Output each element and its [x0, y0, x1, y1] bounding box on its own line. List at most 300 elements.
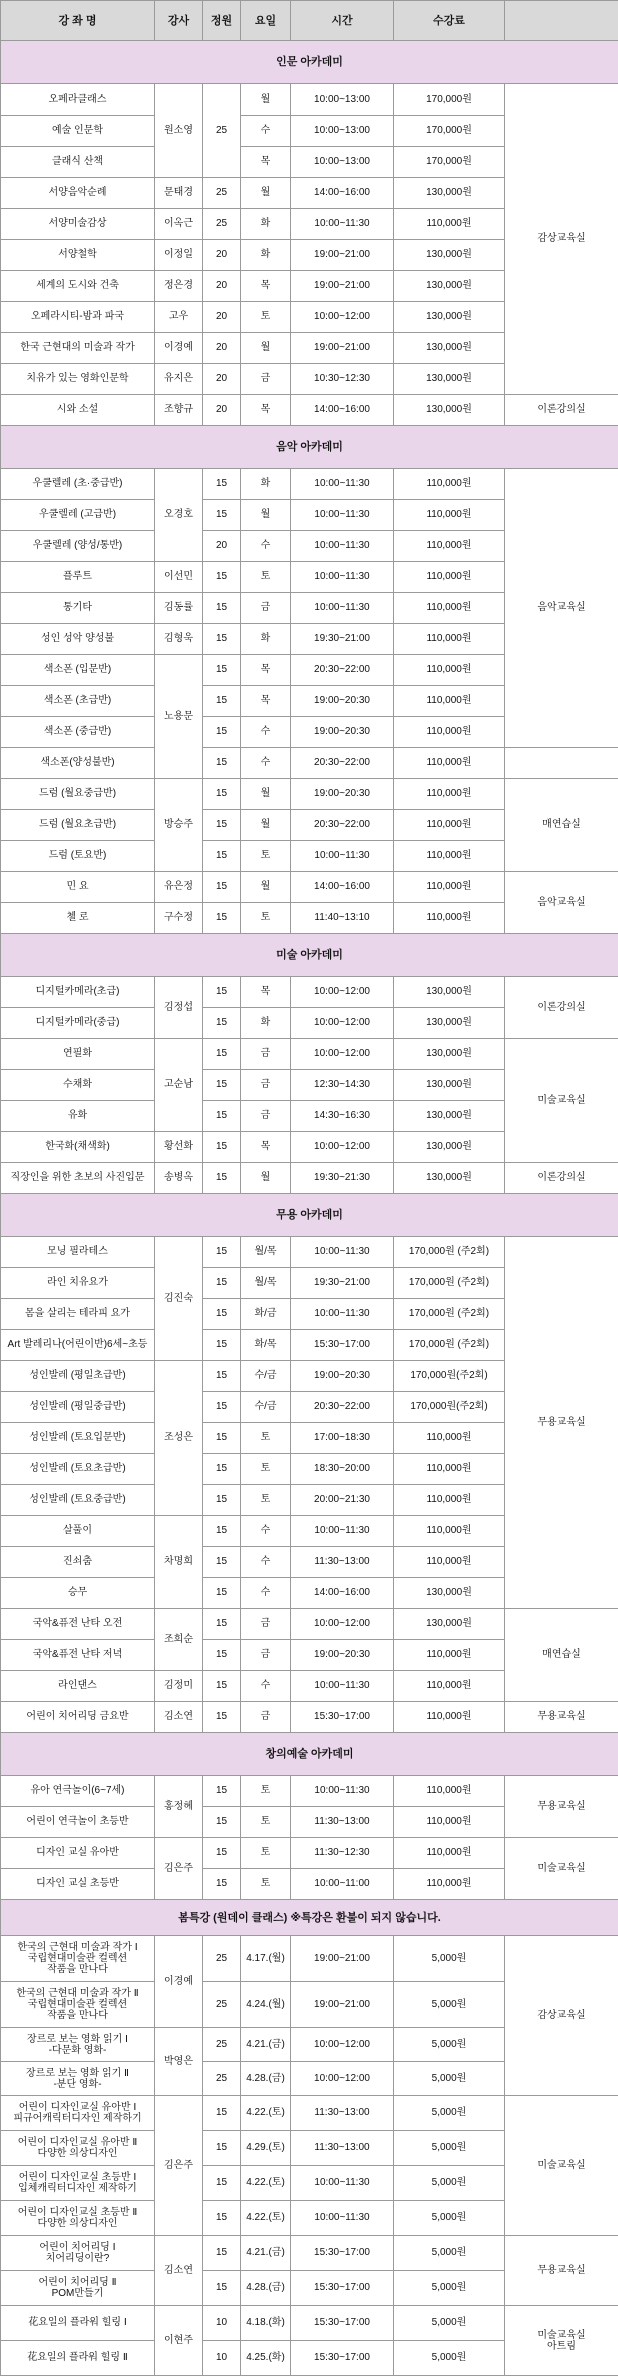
table-cell: 11:30~13:00: [291, 1547, 394, 1578]
table-cell: 25: [203, 209, 241, 240]
table-cell: 110,000원: [394, 531, 505, 562]
table-cell: 5,000원: [394, 2201, 505, 2236]
table-cell: 10:00~11:30: [291, 469, 394, 500]
table-cell: 15: [203, 1671, 241, 1702]
table-cell: 18:30~20:00: [291, 1454, 394, 1485]
table-cell: 월: [241, 810, 291, 841]
table-cell: 토: [241, 302, 291, 333]
table-cell: 130,000원: [394, 1578, 505, 1609]
table-cell: 유아 연극놀이(6~7세): [1, 1776, 155, 1807]
table-cell: 수채화: [1, 1070, 155, 1101]
table-cell: 11:30~12:30: [291, 1838, 394, 1869]
table-cell: 수: [241, 1516, 291, 1547]
table-cell: 조성은: [155, 1361, 203, 1516]
table-cell: 우쿨렐레 (초·중급반): [1, 469, 155, 500]
table-row: [1, 1237, 618, 1268]
table-cell: 130,000원: [394, 240, 505, 271]
table-cell: 15: [203, 2201, 241, 2236]
table-cell: 15: [203, 1807, 241, 1838]
table-cell: 김정섭: [155, 977, 203, 1039]
table-cell: 클래식 산책: [1, 147, 155, 178]
table-cell: 월/목: [241, 1268, 291, 1299]
table-cell: 매연습실: [505, 1609, 618, 1702]
table-cell: 15: [203, 779, 241, 810]
table-cell: 15: [203, 1776, 241, 1807]
section-title: 음악 아카데미: [1, 426, 618, 469]
table-cell: 170,000원 (주2회): [394, 1330, 505, 1361]
table-cell: 오경호: [155, 469, 203, 562]
table-row: [1, 748, 618, 779]
section-title: 인문 아카데미: [1, 41, 618, 84]
table-cell: 목: [241, 977, 291, 1008]
table-cell: 수/금: [241, 1392, 291, 1423]
table-cell: 화/금: [241, 1299, 291, 1330]
table-cell: 19:00~21:00: [291, 333, 394, 364]
table-cell: 화: [241, 209, 291, 240]
table-cell: 110,000원: [394, 500, 505, 531]
table-cell: 어린이 디자인교실 초등반 Ⅰ 입체캐릭터디자인 제작하기: [1, 2166, 155, 2201]
table-cell: 25: [203, 84, 241, 178]
table-cell: 15: [203, 562, 241, 593]
table-cell: 130,000원: [394, 333, 505, 364]
table-cell: 15: [203, 2236, 241, 2271]
table-cell: 연필화: [1, 1039, 155, 1070]
table-cell: 15:30~17:00: [291, 2271, 394, 2306]
table-cell: 살풀이: [1, 1516, 155, 1547]
table-cell: 10:00~12:00: [291, 1039, 394, 1070]
table-cell: 15: [203, 593, 241, 624]
table-cell: 성인 성악 양성불: [1, 624, 155, 655]
table-cell: 시와 소설: [1, 395, 155, 426]
table-cell: 110,000원: [394, 748, 505, 779]
table-row: [1, 469, 618, 500]
table-cell: 10:00~13:00: [291, 84, 394, 116]
table-cell: 10:00~11:30: [291, 1516, 394, 1547]
table-cell: 170,000원 (주2회): [394, 1299, 505, 1330]
table-cell: 10:00~11:30: [291, 1237, 394, 1268]
table-cell: 110,000원: [394, 1807, 505, 1838]
column-header: 강사: [155, 1, 203, 41]
section-title: 무용 아카데미: [1, 1194, 618, 1237]
table-cell: 무용교육실: [505, 1776, 618, 1838]
table-cell: 세계의 도시와 건축: [1, 271, 155, 302]
table-cell: 4.18.(화): [241, 2306, 291, 2341]
table-cell: 20: [203, 395, 241, 426]
section-title: 봄특강 (원데이 클래스) ※특강은 환불이 되지 않습니다.: [1, 1900, 618, 1936]
table-cell: 송병옥: [155, 1163, 203, 1194]
table-cell: 10:00~11:30: [291, 1671, 394, 1702]
column-header: 수강료: [394, 1, 505, 41]
table-cell: 4.21.(금): [241, 2236, 291, 2271]
table-cell: 19:00~21:00: [291, 1982, 394, 2028]
table-cell: 15: [203, 1392, 241, 1423]
table-cell: 110,000원: [394, 1423, 505, 1454]
table-cell: 10:00~11:30: [291, 2201, 394, 2236]
table-cell: 유은정: [155, 872, 203, 903]
table-cell: 어린이 연극놀이 초등반: [1, 1807, 155, 1838]
table-cell: 130,000원: [394, 1101, 505, 1132]
table-cell: 110,000원: [394, 1640, 505, 1671]
table-cell: 국악&퓨전 난타 오전: [1, 1609, 155, 1640]
table-cell: 4.28.(금): [241, 2271, 291, 2306]
table-cell: 고우: [155, 302, 203, 333]
table-cell: 승무: [1, 1578, 155, 1609]
table-cell: 황선화: [155, 1132, 203, 1163]
table-cell: 월: [241, 84, 291, 116]
table-cell: 4.22.(토): [241, 2166, 291, 2201]
table-cell: 110,000원: [394, 593, 505, 624]
table-cell: 김동률: [155, 593, 203, 624]
table-cell: 11:30~13:00: [291, 1807, 394, 1838]
table-cell: 드럼 (월요초급반): [1, 810, 155, 841]
table-cell: 진쇠춤: [1, 1547, 155, 1578]
table-cell: 10:00~12:00: [291, 2062, 394, 2096]
table-cell: 토: [241, 1869, 291, 1900]
table-cell: 11:30~13:00: [291, 2131, 394, 2166]
table-cell: 110,000원: [394, 1485, 505, 1516]
table-cell: 10:00~12:00: [291, 1132, 394, 1163]
table-cell: 170,000원 (주2회): [394, 1237, 505, 1268]
table-cell: 월: [241, 872, 291, 903]
table-cell: 19:00~20:30: [291, 779, 394, 810]
table-cell: 화/목: [241, 1330, 291, 1361]
table-cell: 토: [241, 1454, 291, 1485]
section-title: 미술 아카데미: [1, 934, 618, 977]
table-cell: 서양미술감상: [1, 209, 155, 240]
table-cell: 20: [203, 531, 241, 562]
table-cell: 19:00~20:30: [291, 1361, 394, 1392]
table-cell: 10: [203, 2306, 241, 2341]
table-cell: 15: [203, 717, 241, 748]
table-cell: 19:00~20:30: [291, 686, 394, 717]
table-cell: 110,000원: [394, 903, 505, 934]
table-cell: 10:00~12:00: [291, 977, 394, 1008]
table-cell: 10:00~11:30: [291, 2166, 394, 2201]
section-header-row: [1, 426, 618, 469]
table-cell: 수: [241, 717, 291, 748]
table-cell: 20:30~22:00: [291, 655, 394, 686]
table-cell: 고순남: [155, 1039, 203, 1132]
table-cell: 10:00~11:30: [291, 841, 394, 872]
table-cell: 15: [203, 1640, 241, 1671]
table-cell: 15:30~17:00: [291, 1702, 394, 1733]
table-cell: 15: [203, 1869, 241, 1900]
table-cell: 어린이 치어리딩 Ⅰ 치어리딩이란?: [1, 2236, 155, 2271]
table-cell: 김형욱: [155, 624, 203, 655]
table-cell: 김소연: [155, 1702, 203, 1733]
table-cell: 예술 인문학: [1, 116, 155, 147]
table-cell: 5,000원: [394, 2271, 505, 2306]
column-header: 정원: [203, 1, 241, 41]
table-cell: 첼 로: [1, 903, 155, 934]
table-cell: 15: [203, 1454, 241, 1485]
table-cell: 민 요: [1, 872, 155, 903]
column-header: 요일: [241, 1, 291, 41]
table-cell: 금: [241, 1101, 291, 1132]
table-cell: 월: [241, 500, 291, 531]
table-cell: 10:00~11:30: [291, 531, 394, 562]
table-cell: 오페라시티-밤과 파국: [1, 302, 155, 333]
table-cell: 매연습실: [505, 779, 618, 872]
table-cell: 월/목: [241, 1237, 291, 1268]
table-cell: 14:30~16:30: [291, 1101, 394, 1132]
table-cell: 색소폰 (중급반): [1, 717, 155, 748]
table-cell: 20:00~21:30: [291, 1485, 394, 1516]
table-row: [1, 779, 618, 810]
table-cell: 플루트: [1, 562, 155, 593]
table-cell: 15: [203, 1838, 241, 1869]
table-cell: 20: [203, 333, 241, 364]
table-cell: 화: [241, 1008, 291, 1039]
table-cell: 4.29.(토): [241, 2131, 291, 2166]
table-cell: 15: [203, 1361, 241, 1392]
table-cell: 월: [241, 333, 291, 364]
table-cell: 4.28.(금): [241, 2062, 291, 2096]
table-cell: 디자인 교실 유아반: [1, 1838, 155, 1869]
table-cell: 라인 치유요가: [1, 1268, 155, 1299]
table-cell: 화: [241, 240, 291, 271]
table-cell: 19:30~21:00: [291, 624, 394, 655]
table-cell: 미술교육실: [505, 2096, 618, 2236]
table-cell: 수: [241, 116, 291, 147]
table-cell: 15:30~17:00: [291, 2341, 394, 2376]
table-cell: 감상교육실: [505, 84, 618, 395]
table-cell: 15: [203, 1008, 241, 1039]
table-cell: 20: [203, 302, 241, 333]
table-cell: 15: [203, 977, 241, 1008]
table-cell: 15: [203, 1702, 241, 1733]
table-cell: 110,000원: [394, 1776, 505, 1807]
table-cell: 디자인 교실 초등반: [1, 1869, 155, 1900]
table-cell: 화: [241, 624, 291, 655]
table-cell: 20:30~22:00: [291, 810, 394, 841]
column-header: 시간: [291, 1, 394, 41]
table-cell: 19:00~21:00: [291, 240, 394, 271]
table-row: [1, 977, 618, 1008]
table-cell: 15: [203, 1485, 241, 1516]
table-cell: 유화: [1, 1101, 155, 1132]
table-cell: 110,000원: [394, 624, 505, 655]
table-row: [1, 1163, 618, 1194]
table-cell: 구수정: [155, 903, 203, 934]
table-cell: 20: [203, 271, 241, 302]
table-cell: 장르로 보는 영화 읽기 Ⅱ -분단 영화-: [1, 2062, 155, 2096]
table-cell: 15: [203, 624, 241, 655]
table-cell: 미술교육실: [505, 1838, 618, 1900]
table-cell: 130,000원: [394, 1163, 505, 1194]
table-cell: 정은경: [155, 271, 203, 302]
table-cell: 12:30~14:30: [291, 1070, 394, 1101]
table-cell: 5,000원: [394, 2096, 505, 2131]
column-header: [505, 1, 618, 41]
table-cell: 성인발레 (평일중급반): [1, 1392, 155, 1423]
table-cell: 토: [241, 841, 291, 872]
table-cell: 통기타: [1, 593, 155, 624]
table-cell: 김은주: [155, 1838, 203, 1900]
table-cell: 15:30~17:00: [291, 2306, 394, 2341]
table-cell: 4.21.(금): [241, 2028, 291, 2062]
table-cell: 미술교육실 아트림: [505, 2306, 618, 2376]
section-header-row: [1, 1733, 618, 1776]
table-cell: 어린이 디자인교실 유아반 Ⅰ 피규어캐릭터디자인 제작하기: [1, 2096, 155, 2131]
table-cell: 금: [241, 1702, 291, 1733]
table-cell: 14:00~16:00: [291, 872, 394, 903]
table-cell: 월: [241, 178, 291, 209]
table-cell: 수: [241, 748, 291, 779]
table-cell: 서양음악순례: [1, 178, 155, 209]
table-cell: 110,000원: [394, 686, 505, 717]
table-row: [1, 2096, 618, 2131]
table-cell: 4.25.(화): [241, 2341, 291, 2376]
table-cell: 110,000원: [394, 717, 505, 748]
table-cell: 10:30~12:30: [291, 364, 394, 395]
table-cell: 15: [203, 1132, 241, 1163]
table-cell: 수/금: [241, 1361, 291, 1392]
table-cell: 110,000원: [394, 562, 505, 593]
table-cell: 110,000원: [394, 209, 505, 240]
table-cell: 5,000원: [394, 2028, 505, 2062]
table-cell: 110,000원: [394, 872, 505, 903]
table-cell: 금: [241, 1070, 291, 1101]
table-cell: 15: [203, 1578, 241, 1609]
table-cell: 수: [241, 1547, 291, 1578]
table-cell: 5,000원: [394, 2341, 505, 2376]
table-cell: 110,000원: [394, 1516, 505, 1547]
table-cell: 음악교육실: [505, 872, 618, 934]
table-cell: 10:00~12:00: [291, 1609, 394, 1640]
section-title: 창의예술 아카데미: [1, 1733, 618, 1776]
table-cell: 110,000원: [394, 1869, 505, 1900]
table-cell: 25: [203, 1982, 241, 2028]
table-cell: 130,000원: [394, 1039, 505, 1070]
table-row: [1, 1936, 618, 1982]
table-cell: 한국 근현대의 미술과 작가: [1, 333, 155, 364]
table-cell: 10:00~11:30: [291, 1299, 394, 1330]
table-cell: 월: [241, 779, 291, 810]
table-cell: 130,000원: [394, 271, 505, 302]
table-cell: 한국의 근현대 미술과 작가 Ⅱ 국립현대미술관 컬렉션 작품을 만나다: [1, 1982, 155, 2028]
table-cell: 우쿨렐레 (양성/통반): [1, 531, 155, 562]
table-cell: 20: [203, 240, 241, 271]
table-cell: 5,000원: [394, 2306, 505, 2341]
table-cell: 15: [203, 1163, 241, 1194]
table-cell: 130,000원: [394, 1008, 505, 1039]
table-cell: 국악&퓨전 난타 저녁: [1, 1640, 155, 1671]
table-cell: 15: [203, 872, 241, 903]
table-cell: 문태경: [155, 178, 203, 209]
table-cell: 5,000원: [394, 2166, 505, 2201]
table-cell: 수: [241, 1578, 291, 1609]
table-cell: 14:00~16:00: [291, 178, 394, 209]
table-cell: 토: [241, 1423, 291, 1454]
table-cell: 19:00~21:00: [291, 1936, 394, 1982]
table-cell: 수: [241, 531, 291, 562]
table-cell: 15: [203, 1423, 241, 1454]
table-cell: 차명희: [155, 1516, 203, 1609]
table-cell: 130,000원: [394, 302, 505, 333]
table-cell: 110,000원: [394, 841, 505, 872]
table-cell: 14:00~16:00: [291, 1578, 394, 1609]
table-cell: 10:00~11:30: [291, 593, 394, 624]
column-header: 강 좌 명: [1, 1, 155, 41]
table-cell: 토: [241, 1776, 291, 1807]
table-cell: 이옥근: [155, 209, 203, 240]
table-row: [1, 1039, 618, 1070]
table-cell: 5,000원: [394, 1982, 505, 2028]
table-cell: 김은주: [155, 2096, 203, 2236]
table-cell: 10:00~11:30: [291, 562, 394, 593]
table-cell: 15: [203, 2271, 241, 2306]
table-cell: 130,000원: [394, 395, 505, 426]
table-cell: 4.22.(토): [241, 2096, 291, 2131]
table-cell: 토: [241, 1485, 291, 1516]
table-cell: 원소영: [155, 84, 203, 178]
table-cell: 4.24.(월): [241, 1982, 291, 2028]
table-cell: 이선민: [155, 562, 203, 593]
table-cell: 4.17.(월): [241, 1936, 291, 1982]
table-cell: 110,000원: [394, 1547, 505, 1578]
table-cell: 15:30~17:00: [291, 2236, 394, 2271]
table-cell: 김진숙: [155, 1237, 203, 1361]
table-cell: 서양철학: [1, 240, 155, 271]
table-cell: 라인댄스: [1, 1671, 155, 1702]
table-row: [1, 1609, 618, 1640]
table-cell: 130,000원: [394, 364, 505, 395]
table-cell: 15: [203, 469, 241, 500]
table-cell: 15: [203, 1330, 241, 1361]
table-cell: 5,000원: [394, 1936, 505, 1982]
table-cell: 금: [241, 593, 291, 624]
table-cell: 성인발레 (평일초급반): [1, 1361, 155, 1392]
table-cell: 花요일의 플라워 힐링 Ⅱ: [1, 2341, 155, 2376]
table-cell: 130,000원: [394, 977, 505, 1008]
table-cell: 15: [203, 655, 241, 686]
table-cell: 색소폰 (초급반): [1, 686, 155, 717]
table-cell: 장르로 보는 영화 읽기 Ⅰ -다문화 영화-: [1, 2028, 155, 2062]
table-cell: 15: [203, 2131, 241, 2166]
table-cell: 미술교육실: [505, 1039, 618, 1163]
table-cell: 이론강의실: [505, 395, 618, 426]
table-cell: 10:00~13:00: [291, 147, 394, 178]
table-cell: 10:00~11:30: [291, 1776, 394, 1807]
table-cell: 무용교육실: [505, 1237, 618, 1609]
table-cell: 170,000원 (주2회): [394, 1268, 505, 1299]
table-cell: 花요일의 플라워 힐링 Ⅰ: [1, 2306, 155, 2341]
table-cell: 15: [203, 1101, 241, 1132]
table-cell: 토: [241, 903, 291, 934]
table-cell: 15: [203, 1039, 241, 1070]
table-cell: 무용교육실: [505, 2236, 618, 2306]
table-cell: 5,000원: [394, 2236, 505, 2271]
table-cell: 10:00~11:00: [291, 1869, 394, 1900]
table-cell: 170,000원: [394, 84, 505, 116]
table-cell: 어린이 디자인교실 초등반 Ⅱ 다양한 의상디자인: [1, 2201, 155, 2236]
table-cell: 110,000원: [394, 779, 505, 810]
section-header-row: [1, 41, 618, 84]
table-cell: 15: [203, 2166, 241, 2201]
table-row: [1, 2236, 618, 2271]
table-cell: 130,000원: [394, 1132, 505, 1163]
table-cell: 목: [241, 395, 291, 426]
table-cell: 19:00~21:00: [291, 271, 394, 302]
table-cell: 금: [241, 364, 291, 395]
table-cell: 목: [241, 271, 291, 302]
table-cell: 110,000원: [394, 1454, 505, 1485]
table-cell: 4.22.(토): [241, 2201, 291, 2236]
table-cell: 110,000원: [394, 1671, 505, 1702]
table-cell: 10:00~12:00: [291, 302, 394, 333]
table-cell: 성인발레 (토요입문반): [1, 1423, 155, 1454]
